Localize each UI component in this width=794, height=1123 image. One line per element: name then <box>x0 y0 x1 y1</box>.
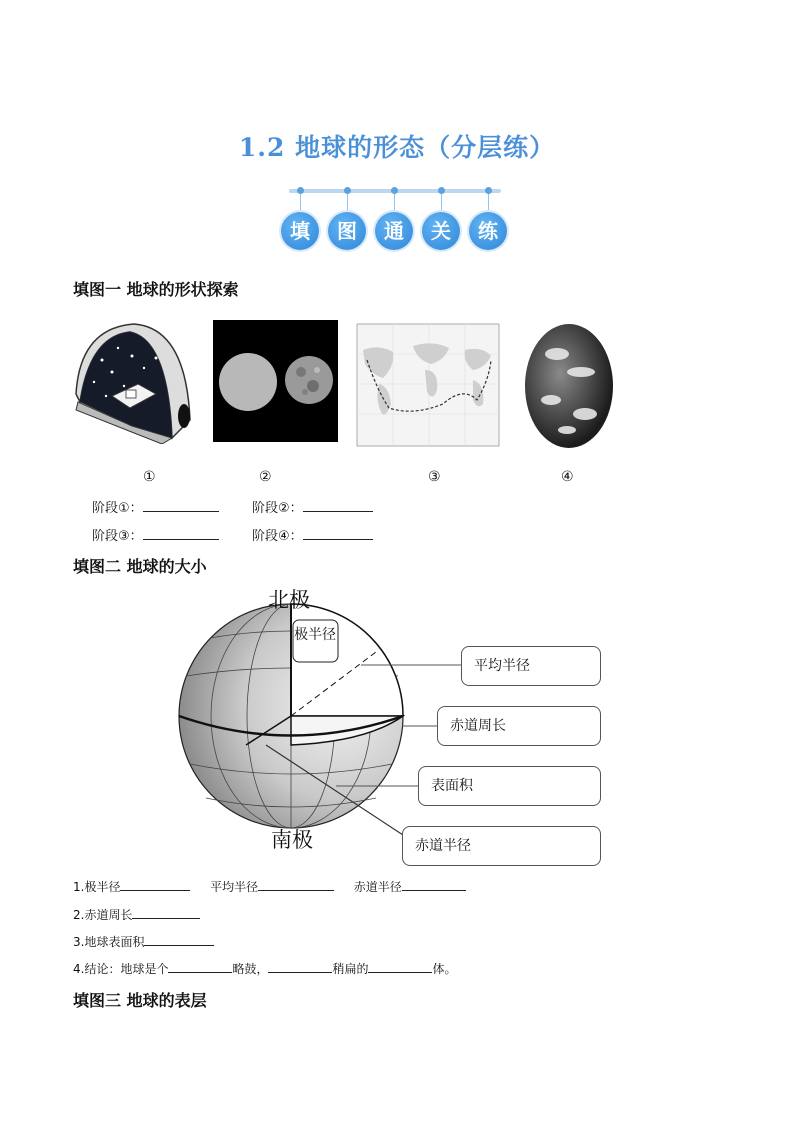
divider-dot <box>485 187 492 194</box>
divider-stem <box>394 194 395 210</box>
stage-1-label: 阶段①： <box>92 501 143 516</box>
question-3 <box>73 932 214 950</box>
north-pole-label: 北极 <box>268 588 310 612</box>
caption-2: ② <box>259 469 272 485</box>
polar-radius-blank[interactable] <box>120 877 190 891</box>
badge-5: 练 <box>469 212 507 250</box>
stage-4-blank[interactable] <box>303 526 373 540</box>
caption-3: ③ <box>428 469 441 485</box>
polar-radius-label: 极半径 <box>294 627 336 643</box>
question-4 <box>73 959 457 977</box>
badge-1: 填 <box>281 212 319 250</box>
stage-1-line <box>92 497 219 516</box>
section-heading-2: 填图二 地球的大小 <box>73 557 207 576</box>
divider-dot <box>391 187 398 194</box>
section-heading-1: 填图一 地球的形状探索 <box>73 280 239 299</box>
mean-radius-box: 平均半径 <box>461 646 601 686</box>
surface-area-box: 表面积 <box>418 766 601 806</box>
conclusion-blank-3[interactable] <box>368 959 432 973</box>
question-2 <box>73 905 200 923</box>
stage-4-line <box>252 525 373 544</box>
q4-label-b: 略鼓， <box>232 962 269 976</box>
divider-stem <box>347 194 348 210</box>
caption-1: ① <box>143 469 156 485</box>
surface-area-blank[interactable] <box>144 932 214 946</box>
question-1 <box>73 877 466 895</box>
divider-stem <box>300 194 301 210</box>
stage-2-blank[interactable] <box>303 498 373 512</box>
q4-label-a: 4.结论：地球是个 <box>73 962 169 976</box>
badge-4: 关 <box>422 212 460 250</box>
q2-label: 2.赤道周长 <box>73 908 133 922</box>
badge-3: 通 <box>375 212 413 250</box>
section-heading-3: 填图三 地球的表层 <box>73 991 207 1010</box>
q1-label-b: 平均半径 <box>210 880 259 894</box>
equator-radius-box: 赤道半径 <box>402 826 601 866</box>
page-title: 1.2 地球的形态（分层练） <box>238 133 556 162</box>
conclusion-blank-2[interactable] <box>268 959 332 973</box>
divider-dot <box>297 187 304 194</box>
stage-4-label: 阶段④： <box>252 529 303 544</box>
equator-circumference-box: 赤道周长 <box>437 706 601 746</box>
stage-2-label: 阶段②： <box>252 501 303 516</box>
q1-label-a: 1.极半径 <box>73 880 121 894</box>
divider-dot <box>438 187 445 194</box>
q1-label-c: 赤道半径 <box>353 880 402 894</box>
conclusion-blank-1[interactable] <box>168 959 232 973</box>
caption-4: ④ <box>561 469 574 485</box>
equator-radius-blank[interactable] <box>402 877 466 891</box>
stage-3-line <box>92 525 219 544</box>
sky-dome-image <box>72 320 196 444</box>
stage-2-line <box>252 497 373 516</box>
q3-label: 3.地球表面积 <box>73 935 145 949</box>
stage-1-blank[interactable] <box>143 498 219 512</box>
divider-stem <box>488 194 489 210</box>
mean-radius-blank[interactable] <box>258 877 334 891</box>
stage-3-blank[interactable] <box>143 526 219 540</box>
sun-moon-image <box>213 320 338 442</box>
south-pole-label: 南极 <box>271 828 313 852</box>
q4-label-c: 稍扁的 <box>332 962 369 976</box>
divider-stem <box>441 194 442 210</box>
stage-3-label: 阶段③： <box>92 529 143 544</box>
q4-label-d: 体。 <box>432 962 457 976</box>
equator-circumference-blank[interactable] <box>132 905 200 919</box>
divider-dot <box>344 187 351 194</box>
earth-photo-image <box>523 318 615 452</box>
badge-2: 图 <box>328 212 366 250</box>
voyage-map-image <box>353 320 503 450</box>
